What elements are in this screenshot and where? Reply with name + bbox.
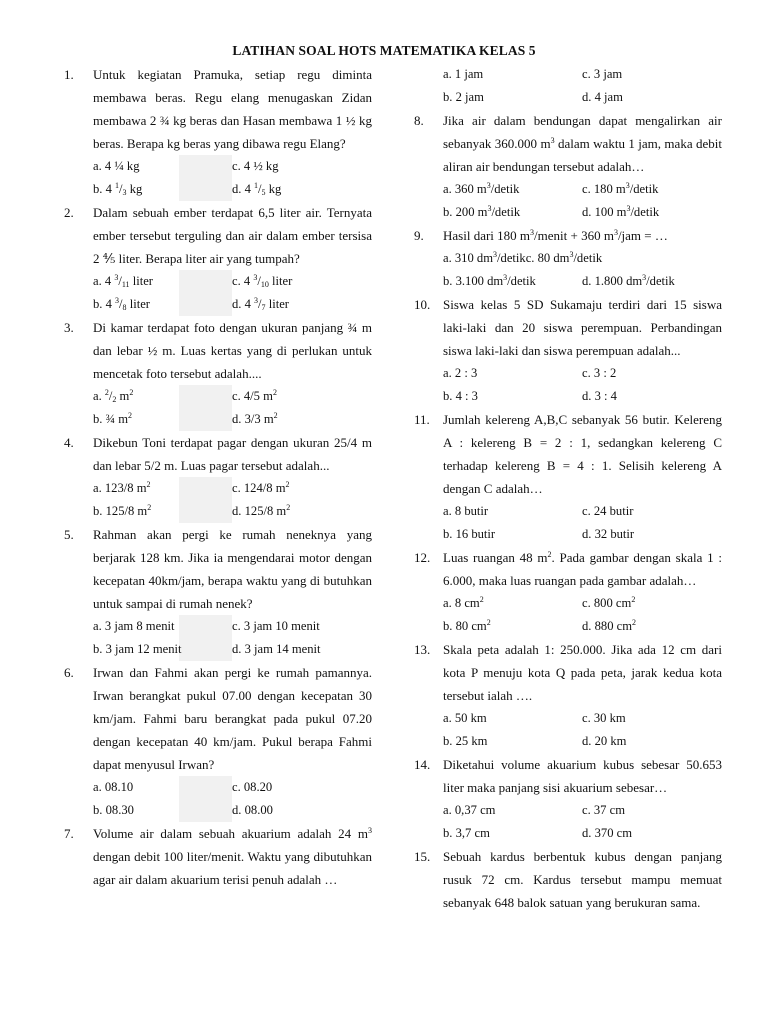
option-c: c. 180 $m^3$/detik: [582, 181, 659, 196]
question-1: [64, 63, 372, 201]
question-number: 2.: [64, 205, 74, 220]
question-text: Irwan dan Fahmi akan pergi ke rumah pamannya. Irwan berangkat pukul 07.00 dengan kecepatan 30 km/jam. Fahmi baru berangkat pada pukul 07.20 dengan kecepatan 40 km/jam. Pukul berapa Fahmi dapat menyusul Irwan?: [93, 665, 372, 772]
question-number: 8.: [414, 113, 424, 128]
option-d: d. 370 cm: [582, 826, 633, 840]
question-text: Siswa kelas 5 SD Sukamaju terdiri dari 15 siswa laki-laki dan 20 siswa perempuan. Perbandingan siswa laki-laki dan siswa perempuan adalah...: [443, 297, 722, 358]
option-b: b. 80 $cm^2$: [443, 618, 491, 633]
option-c: c. 4/5 $m^2$: [232, 388, 277, 403]
question-text: Jika air dalam bendungan dapat mengalirkan air sebanyak 360.000 $m^3$ dalam waktu 1 jam, maka debit aliran air bendungan tersebut adalah…: [443, 113, 722, 174]
option-a: a. 360 $m^3$/detik: [443, 181, 520, 196]
option-b: b. 3,7 cm: [443, 826, 490, 840]
option-b: b. 4 $^1/_3$ kg: [93, 178, 232, 201]
question-number: 1.: [64, 67, 74, 82]
options: [93, 385, 372, 431]
option-d: d. 100 $m^3$/detik: [582, 204, 660, 219]
question-number: 13.: [414, 642, 431, 657]
question-10: [414, 293, 722, 408]
question-text: Hasil dari 180 $m^3$/menit + 360 $m^3$/jam = …: [443, 228, 668, 243]
option-c: c. 4 $^3/_{10}$ liter: [232, 273, 293, 289]
question-15: [414, 845, 722, 914]
options: [93, 155, 372, 201]
options: [443, 247, 722, 293]
option-d: d. 1.800 $dm^3$/detik: [582, 273, 675, 288]
option-a: a. 0,37 cm: [443, 803, 496, 817]
option-a: a. 123/8 $m^2$: [93, 477, 232, 500]
option-d: d. 880 $cm^2$: [582, 618, 637, 633]
option-c: c. 124/8 $m^2$: [232, 480, 290, 495]
options: [93, 477, 372, 523]
options: [443, 362, 722, 408]
option-c: c. 800 $cm^2$: [582, 595, 636, 610]
option-c: c. 30 km: [582, 711, 626, 725]
option-a: a. 4 ¼ kg: [93, 155, 232, 178]
option-a: a. $^2/_2$ $m^2$: [93, 385, 232, 408]
option-b: b. 200 $m^3$/detik: [443, 204, 521, 219]
options: [443, 592, 722, 638]
question-2: [64, 201, 372, 316]
question-12: [414, 546, 722, 638]
option-d: d. 08.00: [232, 803, 273, 817]
question-text: Untuk kegiatan Pramuka, setiap regu diminta membawa beras. Regu elang menugaskan Zidan membawa 2 ¾ kg beras dan Hasan membawa 1 ½ kg beras. Berapa kg beras yang dibawa regu Elang?: [93, 67, 372, 151]
question-number: 9.: [414, 228, 424, 243]
options: [443, 799, 722, 845]
option-c: c. 3 : 2: [582, 366, 617, 380]
options: [443, 500, 722, 546]
options: [93, 615, 372, 661]
option-a: a. 2 : 3: [443, 366, 478, 380]
question-7: [64, 822, 372, 891]
question-text: Dalam sebuah ember terdapat 6,5 liter air. Ternyata ember tersebut terguling dan air dalam ember tersisa 2 ⅘ liter. Berapa liter air yang tumpah?: [93, 205, 372, 266]
question-number: 15.: [414, 849, 431, 864]
option-a: a. 08.10: [93, 776, 232, 799]
right-column: [414, 63, 722, 914]
question-number: 7.: [64, 826, 74, 841]
option-a: a. 1 jam: [443, 67, 484, 81]
option-a: a. 8 $cm^2$: [443, 595, 484, 610]
question-4: [64, 431, 372, 523]
question-number: 10.: [414, 297, 431, 312]
option-a: a. 4 $^3/_{11}$ liter: [93, 270, 232, 293]
question-13: [414, 638, 722, 753]
question-number: 4.: [64, 435, 74, 450]
question-9: [414, 224, 722, 293]
question-11: [414, 408, 722, 546]
question-number: 5.: [64, 527, 74, 542]
option-d: d. 20 km: [582, 734, 627, 748]
option-c: c. 08.20: [232, 780, 273, 794]
question-8: [414, 109, 722, 224]
option-b: b. ¾ $m^2$: [93, 408, 232, 431]
question-text: Volume air dalam sebuah akuarium adalah 24 $m^3$ dengan debit 100 liter/menit. Waktu yang dibutuhkan agar air dalam akuarium terisi penuh adalah …: [93, 826, 372, 887]
option-b: b. 3.100 $dm^3$/detik: [443, 273, 536, 288]
option-d: d. 4 jam: [582, 90, 623, 104]
option-b: b. 4 : 3: [443, 389, 478, 403]
question-number: 3.: [64, 320, 74, 335]
option-c: c. 24 butir: [582, 504, 634, 518]
question-number: 11.: [414, 412, 430, 427]
option-b: b. 3 jam 12 menit: [93, 638, 232, 661]
question-number: 12.: [414, 550, 431, 565]
question-text: Skala peta adalah 1: 250.000. Jika ada 12 cm dari kota P menuju kota Q pada peta, jarak kedua kota tersebut ialah ….: [443, 642, 722, 703]
question-5: [64, 523, 372, 661]
option-b: b. 2 jam: [443, 90, 484, 104]
question-text: Rahman akan pergi ke rumah neneknya yang berjarak 128 km. Jika ia mengendarai motor dengan kecepatan 40km/jam, berapa waktu yang di butuhkan untuk sampai di rumah nenek?: [93, 527, 372, 611]
option-a-c: a. 310 $dm^3$/detikc. 80 $dm^3$/detik: [443, 250, 603, 265]
option-d: d. 4 $^1/_5$ kg: [232, 181, 282, 197]
question-text: Diketahui volume akuarium kubus sebesar 50.653 liter maka panjang sisi akuarium sebesar…: [443, 757, 722, 795]
question-text: Dikebun Toni terdapat pagar dengan ukuran 25/4 m dan lebar 5/2 m. Luas pagar tersebut adalah...: [93, 435, 372, 473]
option-d: d. 4 $^3/_7$ liter: [232, 296, 289, 312]
question-text: Di kamar terdapat foto dengan ukuran panjang ¾ m dan lebar ½ m. Luas kertas yang di perlukan untuk mencetak foto tersebut adalah....: [93, 320, 372, 381]
option-c: c. 37 cm: [582, 803, 626, 817]
question-14: [414, 753, 722, 845]
question-7-options: [414, 63, 722, 109]
question-number: 14.: [414, 757, 431, 772]
question-text: Luas ruangan 48 $m^2$. Pada gambar dengan skala 1 : 6.000, maka luas ruangan pada gambar adalah…: [443, 550, 722, 588]
option-b: b. 08.30: [93, 799, 232, 822]
option-b: b. 125/8 $m^2$: [93, 500, 232, 523]
question-3: [64, 316, 372, 431]
option-c: c. 3 jam: [582, 67, 623, 81]
left-column: [64, 63, 372, 891]
option-d: d. 3 : 4: [582, 389, 617, 403]
option-a: a. 8 butir: [443, 504, 489, 518]
options: [443, 178, 722, 224]
option-b: b. 16 butir: [443, 527, 496, 541]
option-a: a. 50 km: [443, 711, 487, 725]
question-number: 6.: [64, 665, 74, 680]
option-d: d. 125/8 $m^2$: [232, 503, 291, 518]
options: [93, 270, 372, 316]
option-d: d. 3/3 $m^2$: [232, 411, 278, 426]
options: [443, 707, 722, 753]
options: [93, 776, 372, 822]
option-c: c. 4 ½ kg: [232, 159, 279, 173]
question-text: Sebuah kardus berbentuk kubus dengan panjang rusuk 72 cm. Kardus tersebut mampu memuat sebanyak 648 balok satuan yang berukuran sama.: [443, 849, 722, 910]
option-c: c. 3 jam 10 menit: [232, 619, 320, 633]
question-6: [64, 661, 372, 822]
option-d: d. 32 butir: [582, 527, 635, 541]
option-d: d. 3 jam 14 menit: [232, 642, 321, 656]
option-a: a. 3 jam 8 menit: [93, 615, 232, 638]
question-text: Jumlah kelereng A,B,C sebanyak 56 butir. Kelereng A : kelereng B = 2 : 1, sedangkan kelereng C terhadap kelereng B = 4 : 1. Selisih kelereng A dengan C adalah…: [443, 412, 722, 496]
option-b: b. 4 $^3/_8$ liter: [93, 293, 232, 316]
option-b: b. 25 km: [443, 734, 488, 748]
page-title: LATIHAN SOAL HOTS MATEMATIKA KELAS 5: [232, 43, 536, 58]
